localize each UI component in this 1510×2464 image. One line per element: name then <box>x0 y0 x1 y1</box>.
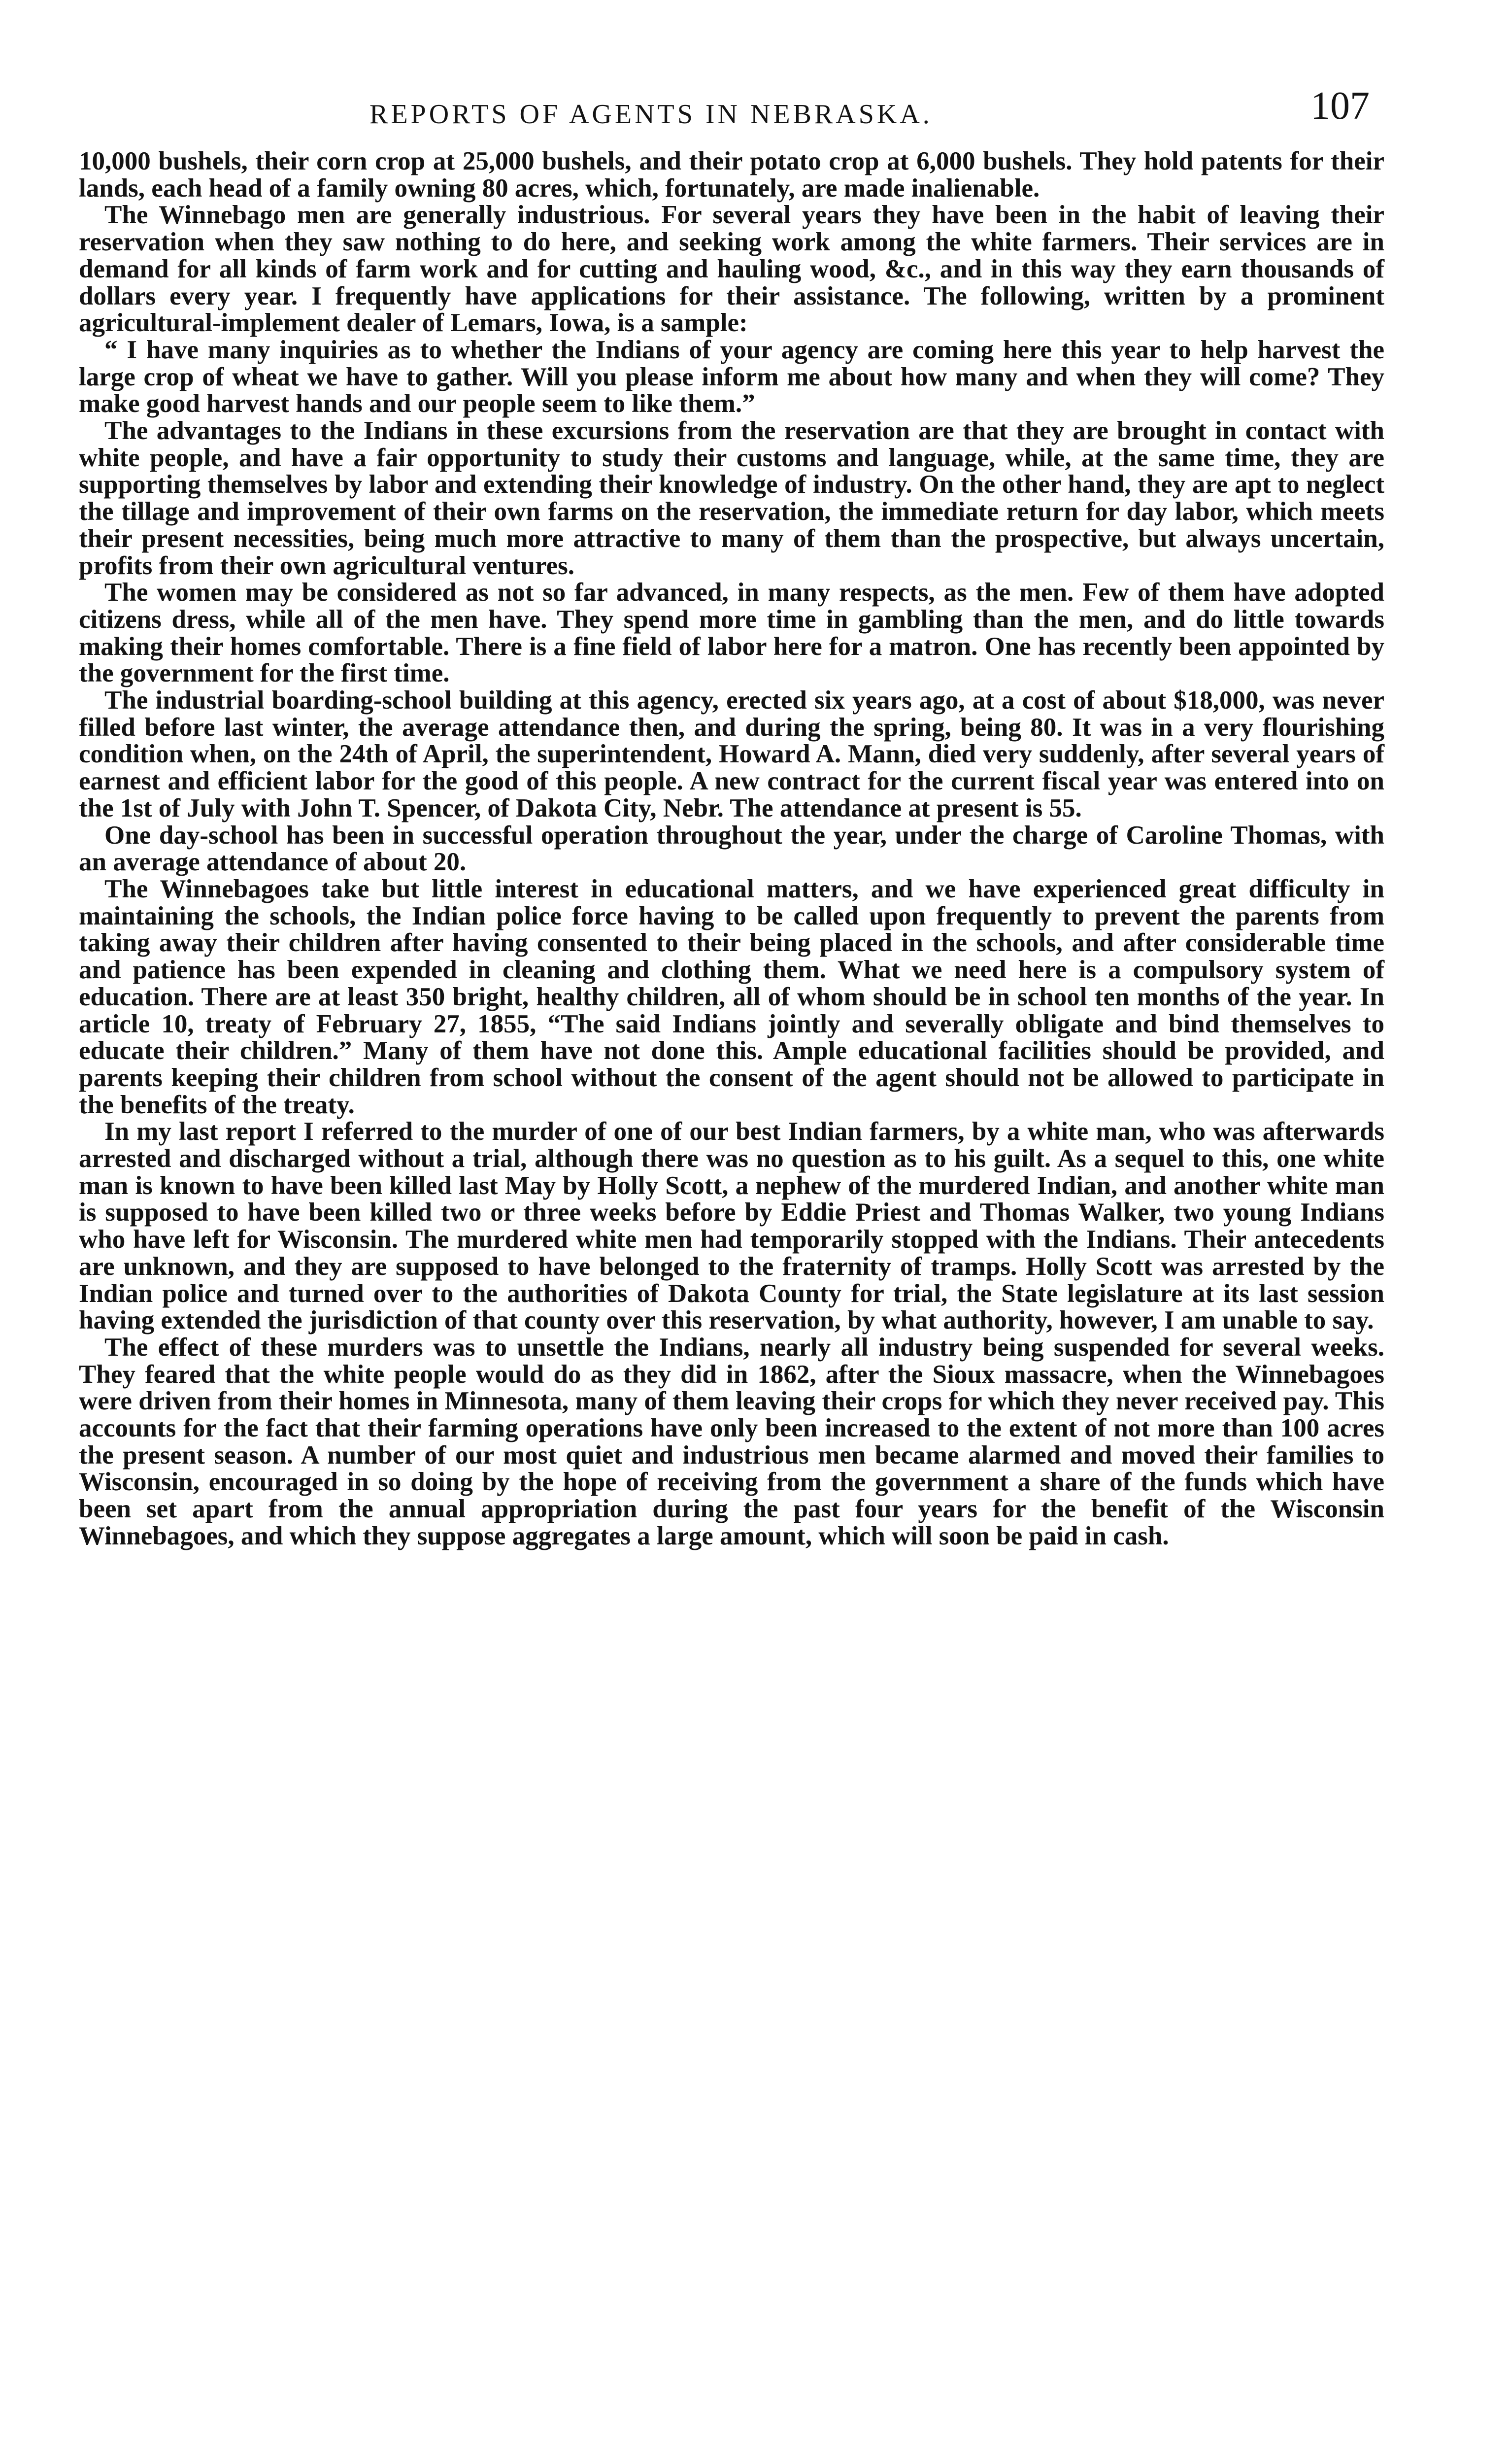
paragraph-5: The women may be considered as not so far advanced, in many respects, as the men. Few of them have adopted citizens dress, while all of the men have. They spend more time in gambling than the men, and do little towards making their homes comfortable. There is a fine field of labor here for a matron. One has recently been appointed by the government for the first time. <box>79 578 1384 688</box>
running-head <box>79 84 1384 148</box>
paragraph-6: The industrial boarding-school building at this agency, erected six years ago, at a cost of about $18,000, was never filled before last winter, the average attendance then, and during the spring, being 80. It was in a very flourishing condition when, on the 24th of April, the superintendent, Howard A. Mann, died very suddenly, after several years of earnest and efficient labor for the good of this people. A new contract for the current fiscal year was entered into on the 1st of July with John T. Spencer, of Dakota City, Nebr. The attendance at present is 55. <box>79 686 1384 822</box>
paragraph-3-quotation: “ I have many inquiries as to whether the Indians of your agency are coming here this year to help harvest the large crop of wheat we have to gather. Will you please inform me about how many and when they will come? They make good harvest hands and our people seem to like them.” <box>79 335 1384 418</box>
paragraph-9: In my last report I referred to the murder of one of our best Indian farmers, by a white man, who was afterwards arrested and discharged without a trial, although there was no question as to his guilt. As a sequel to this, one white man is known to have been killed last May by Holly Scott, a nephew of the murdered Indian, and another white man is supposed to have been killed two or three weeks before by Eddie Priest and Thomas Walker, two young Indians who have left for Wisconsin. The murdered white men had temporarily stopped with the Indians. Their antecedents are unknown, and they are supposed to have belonged to the fraternity of tramps. Holly Scott was arrested by the Indian police and turned over to the authorities of Dakota County for trial, the State legislature at its last session having extended the jurisdiction of that county over this reservation, by what authority, however, I am unable to say. <box>79 1117 1384 1335</box>
paragraph-10: The effect of these murders was to unsettle the Indians, nearly all industry being suspended for several weeks. They feared that the white people would do as they did in 1862, after the Sioux massacre, when the Winnebagoes were driven from their homes in Minnesota, many of them leaving their crops for which they never received pay. This accounts for the fact that their farming operations have only been increased to the extent of not more than 100 acres the present season. A number of our most quiet and industrious men became alarmed and moved their families to Wisconsin, encouraged in so doing by the hope of receiving from the government a share of the funds which have been set apart from the annual appropriation during the past four years for the benefit of the Wisconsin Winnebagoes, and which they suppose aggregates a large amount, which will soon be paid in cash. <box>79 1333 1384 1550</box>
body-text <box>79 148 1384 1550</box>
paragraph-1: 10,000 bushels, their corn crop at 25,000 bushels, and their potato crop at 6,000 bushels. They hold patents for their lands, each head of a family owning 80 acres, which, fortunately, are made inalienable. <box>79 147 1384 203</box>
paragraph-4: The advantages to the Indians in these excursions from the reservation are that they are brought in contact with white people, and have a fair opportunity to study their customs and language, while, at the same time, they are supporting themselves by labor and extending their knowledge of industry. On the other hand, they are apt to neglect the tillage and improvement of their own farms on the reservation, the immediate return for day labor, which meets their present necessities, being much more attractive to many of them than the prospective, but always uncertain, profits from their own agricultural ventures. <box>79 416 1384 580</box>
paragraph-7: One day-school has been in successful operation throughout the year, under the charge of Caroline Thomas, with an average attendance of about 20. <box>79 821 1384 877</box>
paragraph-2: The Winnebago men are generally industrious. For several years they have been in the habit of leaving their reservation when they saw nothing to do here, and seeking work among the white farmers. Their services are in demand for all kinds of farm work and for cutting and hauling wood, &c., and in this way they earn thousands of dollars every year. I frequently have applications for their assistance. The following, written by a prominent agricultural-implement dealer of Lemars, Iowa, is a sample: <box>79 201 1384 338</box>
running-title: REPORTS OF AGENTS IN NEBRASKA. <box>369 99 933 130</box>
document-page <box>79 84 1384 1550</box>
paragraph-8: The Winnebagoes take but little interest in educational matters, and we have experienced great difficulty in maintaining the schools, the Indian police force having to be called upon frequently to prevent the parents from taking away their children after having consented to their being placed in the schools, and after considerable time and patience has been expended in cleaning and clothing them. What we need here is a compulsory system of education. There are at least 350 bright, healthy children, all of whom should be in school ten months of the year. In article 10, treaty of February 27, 1855, “The said Indians jointly and severally obligate and bind themselves to educate their children.” Many of them have not done this. Ample educational facilities should be provided, and parents keeping their children from school without the consent of the agent should not be allowed to participate in the benefits of the treaty. <box>79 874 1384 1119</box>
page-number: 107 <box>1310 84 1370 128</box>
